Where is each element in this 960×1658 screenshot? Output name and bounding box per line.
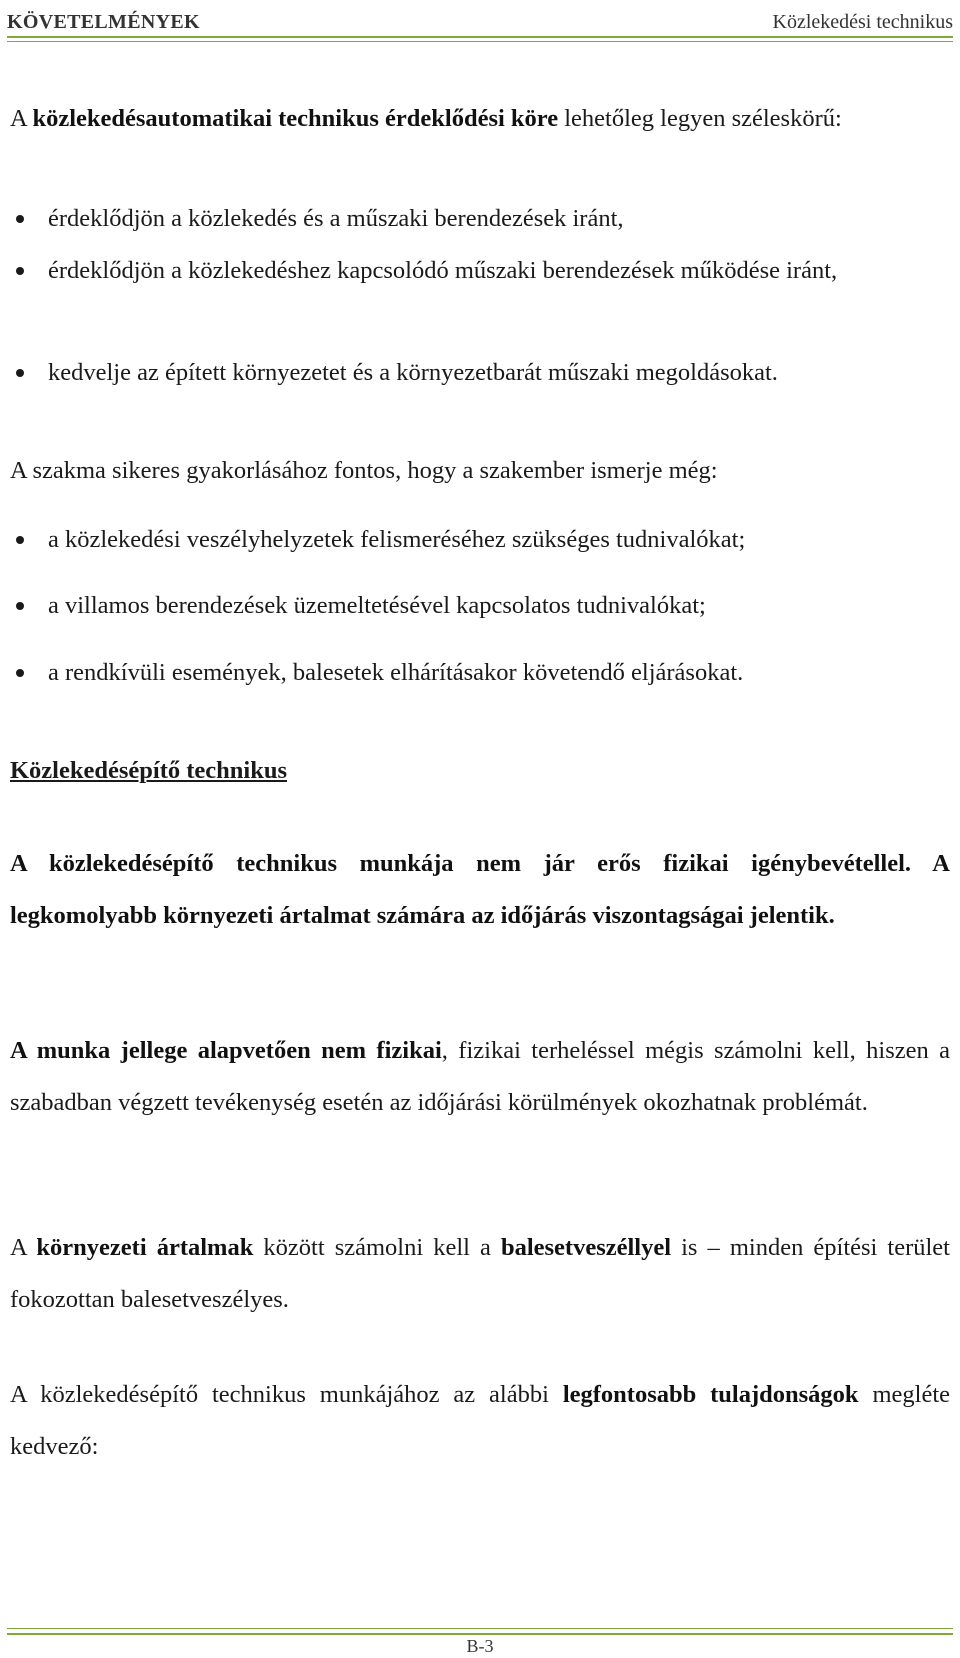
interests-intro xyxy=(10,93,950,145)
hazards-prefix: A xyxy=(10,1234,37,1261)
header-document-title: Közlekedési technikus xyxy=(772,11,953,33)
bold-paragraph-text xyxy=(10,838,950,942)
list-item-text: érdeklődjön a közlekedéshez kapcsolódó műszaki berendezések működése iránt, xyxy=(48,257,838,284)
qualities-text xyxy=(10,1369,950,1473)
header-rule xyxy=(7,36,953,38)
hazards-bold-2: balesetveszéllyel xyxy=(500,1234,672,1261)
list-item-text: a közlekedési veszélyhelyzetek felismeréséhez szükséges tudnivalókat; xyxy=(48,526,746,553)
qualities-bold: legfontosabb tulajdonságok xyxy=(562,1381,859,1408)
bullet-icon xyxy=(16,602,24,610)
bold-paragraph: A közlekedésépítő technikus munkája nem jár erős fizikai igénybevétellel. A legkomolyabb környezeti ártalmat számára az időjárás viszontagságai jelentik. xyxy=(10,850,950,929)
section-knowledge xyxy=(10,445,950,497)
work-nature-text xyxy=(10,1025,950,1129)
section-interests xyxy=(10,93,950,145)
knowledge-intro: A szakma sikeres gyakorlásához fontos, hogy a szakember ismerje még: xyxy=(10,457,718,484)
interests-list xyxy=(10,193,950,245)
list-item xyxy=(10,580,950,632)
work-nature-rest: , fizikai terheléssel mégis számolni kell, hiszen a szabadban végzett tevékenység esetén az időjárási körülmények okozhatnak problémát. xyxy=(10,1037,951,1116)
qualities-prefix: A közlekedésépítő technikus munkájához az alábbi xyxy=(10,1381,563,1408)
construction-bold-paragraph xyxy=(10,838,950,942)
list-item xyxy=(10,647,950,699)
list-item-text: a villamos berendezések üzemeltetésével kapcsolatos tudnivalókat; xyxy=(48,592,706,619)
knowledge-list xyxy=(10,514,950,566)
bullet-icon xyxy=(16,369,24,377)
bullet-icon xyxy=(16,215,24,223)
header-section-title: KÖVETELMÉNYEK xyxy=(7,11,200,33)
interests-list-3 xyxy=(10,347,950,399)
page-number: B-3 xyxy=(466,1636,494,1656)
hazards-text xyxy=(10,1222,950,1326)
section-construction xyxy=(10,745,950,797)
footer-rule xyxy=(7,1633,953,1635)
intro-prefix: A xyxy=(10,105,33,132)
work-nature-paragraph xyxy=(10,1025,950,1129)
bullet-icon xyxy=(16,536,24,544)
knowledge-list-3 xyxy=(10,647,950,699)
list-item xyxy=(10,514,950,566)
list-item-text: érdeklődjön a közlekedés és a műszaki berendezések iránt, xyxy=(48,205,624,232)
bullet-icon xyxy=(16,267,24,275)
footer-rule-thin xyxy=(7,1628,953,1629)
hazards-paragraph xyxy=(10,1222,950,1326)
list-item xyxy=(10,245,920,297)
knowledge-list-2 xyxy=(10,580,950,632)
section-heading: Közlekedésépítő technikus xyxy=(10,757,287,784)
intro-rest: lehetőleg legyen széleskörű: xyxy=(558,105,842,132)
list-item xyxy=(10,193,950,245)
intro-bold: közlekedésautomatikai technikus érdeklődési köre xyxy=(32,105,559,132)
interests-list-2 xyxy=(10,245,920,297)
hazards-bold-1: környezeti ártalmak xyxy=(36,1234,254,1261)
hazards-mid: között számolni kell a xyxy=(253,1234,501,1261)
qualities-paragraph xyxy=(10,1369,950,1473)
work-nature-bold: A munka jellege alapvetően nem fizikai xyxy=(10,1037,442,1064)
list-item xyxy=(10,347,950,399)
header-rule-thin xyxy=(7,41,953,42)
hazards-rest: is – minden építési terület fokozottan balesetveszélyes. xyxy=(10,1234,950,1313)
bullet-icon xyxy=(16,669,24,677)
list-item-text: a rendkívüli események, balesetek elhárításakor követendő eljárásokat. xyxy=(48,659,744,686)
list-item-text: kedvelje az épített környezetet és a környezetbarát műszaki megoldásokat. xyxy=(48,359,778,386)
qualities-rest: megléte kedvező: xyxy=(10,1381,951,1460)
page-header xyxy=(7,0,953,34)
